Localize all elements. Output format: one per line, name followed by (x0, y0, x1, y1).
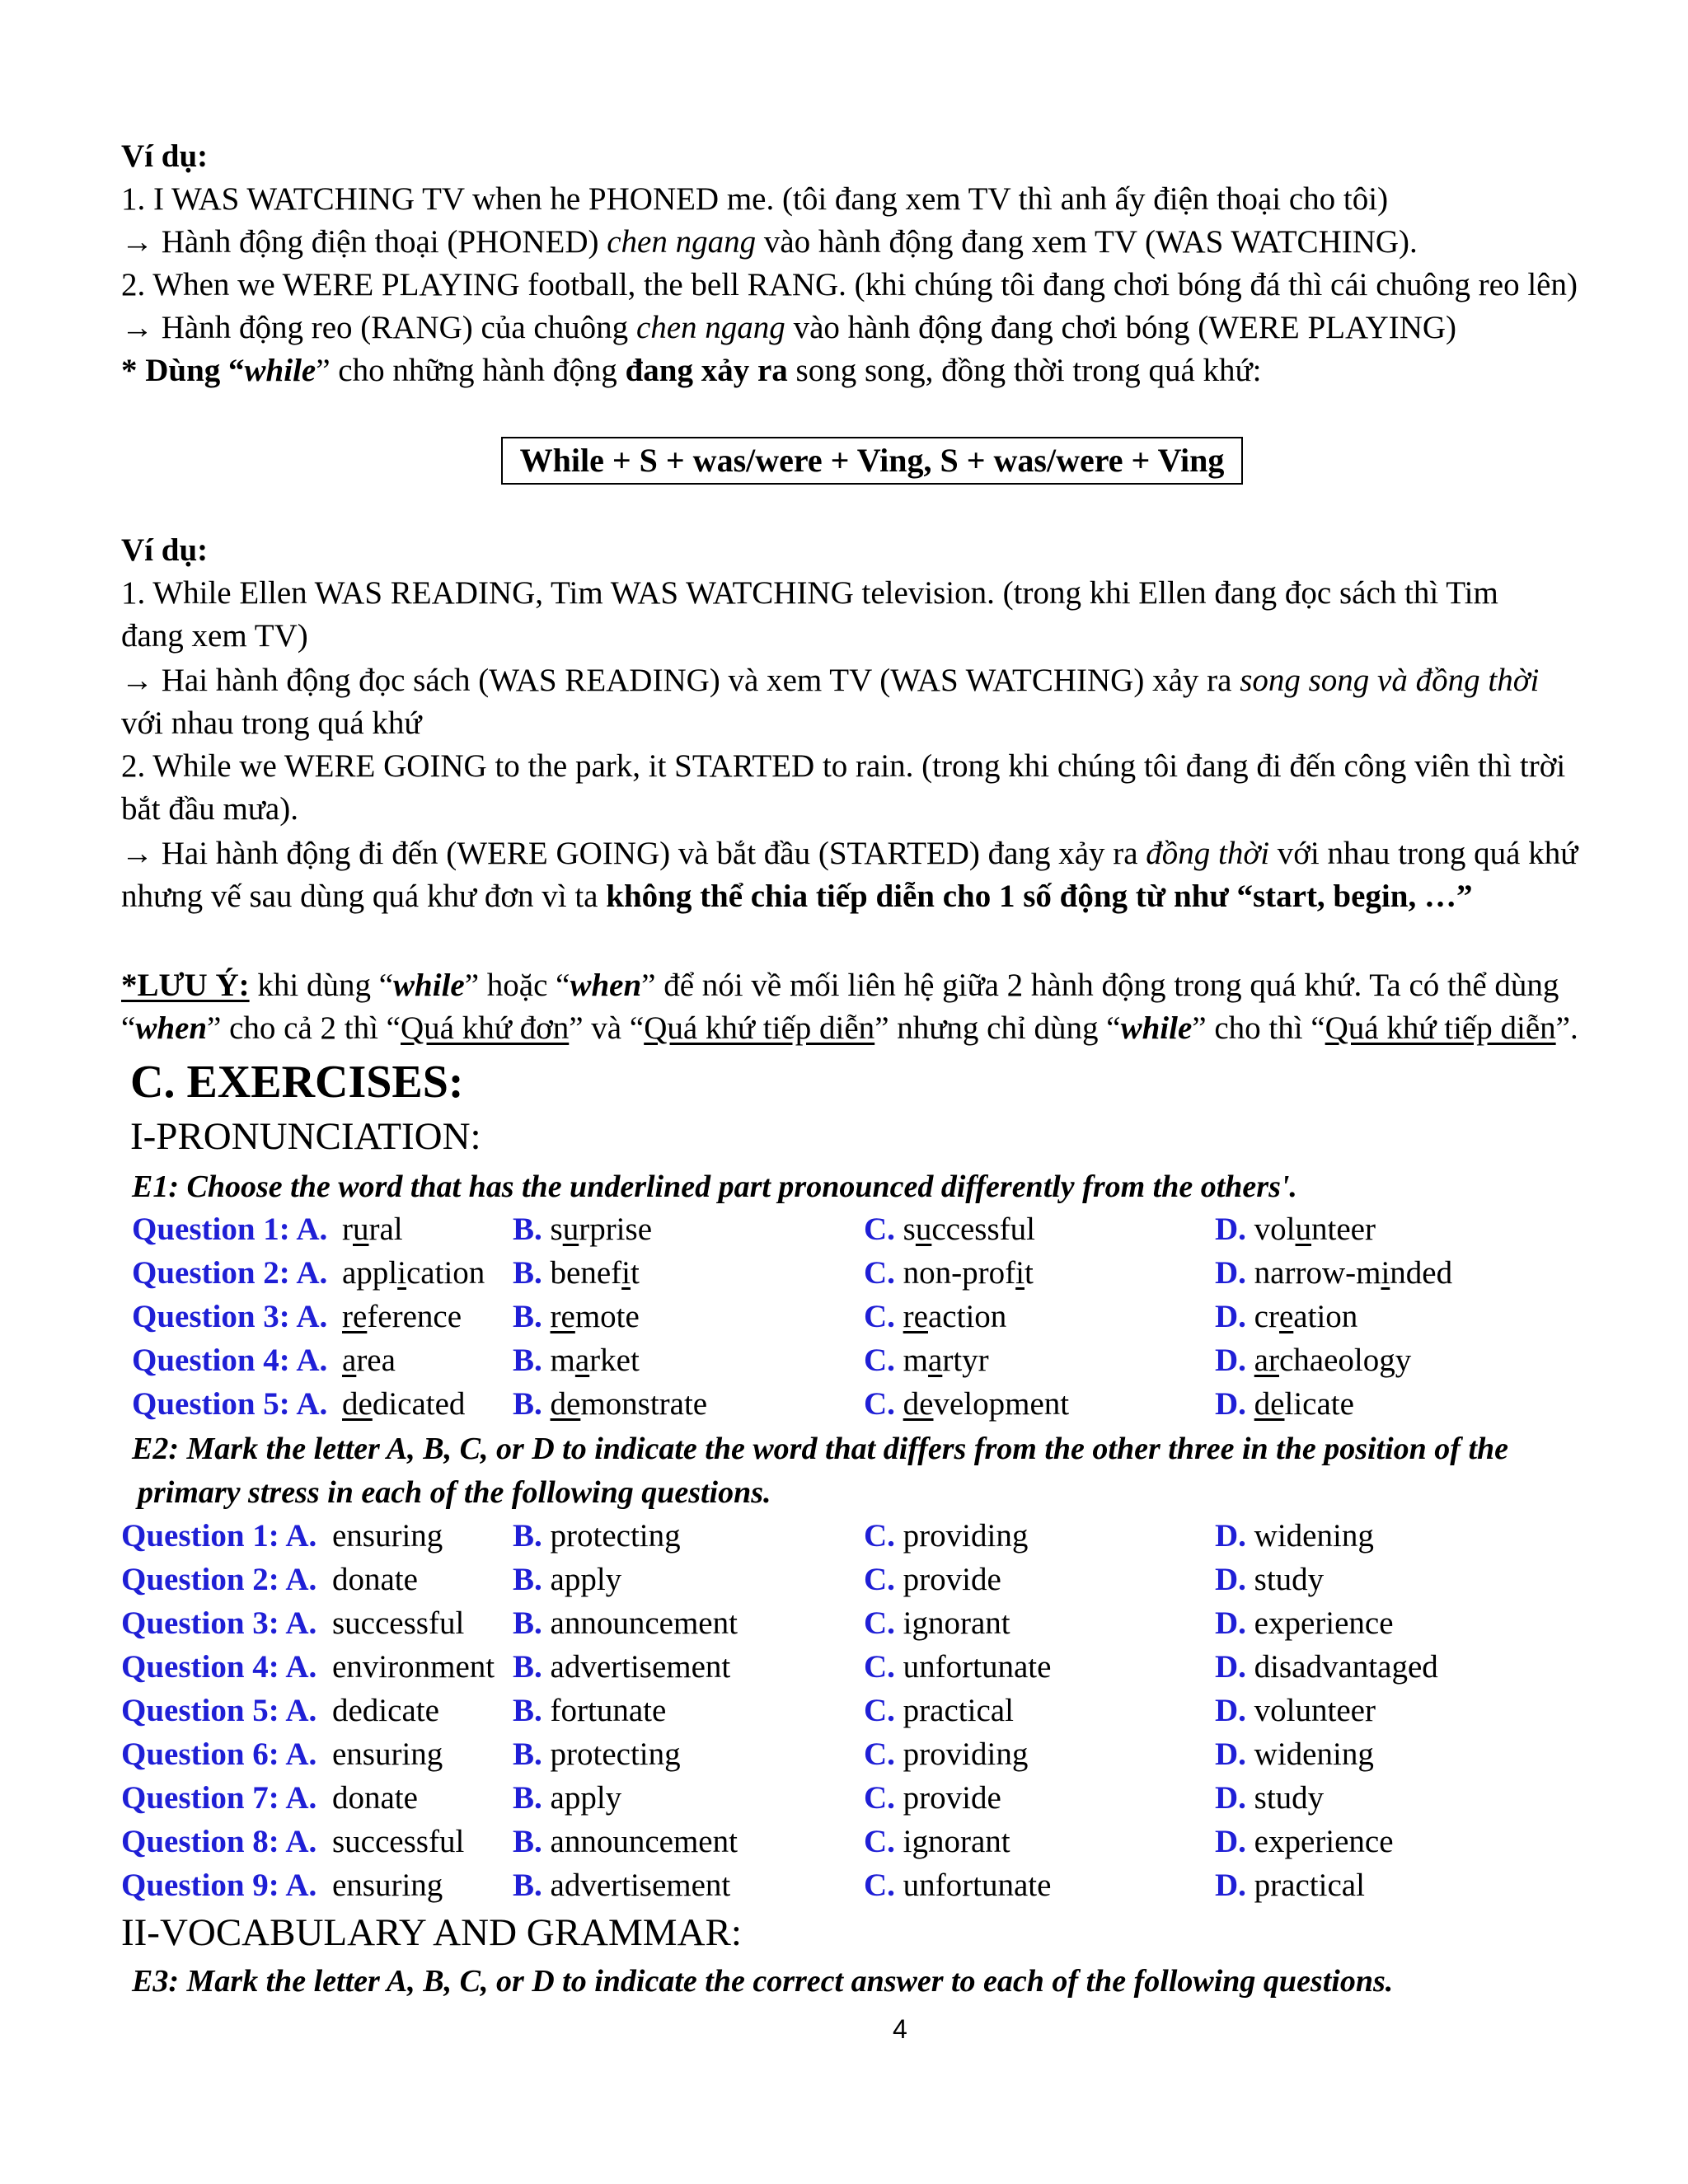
option-b-letter: B. (513, 1386, 542, 1422)
option-b-letter: B. (513, 1736, 542, 1772)
option-a (342, 1208, 403, 1251)
option-d-letter: D. (1215, 1824, 1246, 1859)
option-d (1215, 1821, 1394, 1863)
option-a-word: successful (332, 1605, 465, 1641)
e3-instruction: E3: Mark the letter A, B, C, or D to indicate the correct answer to each of the following questions. (132, 1964, 1394, 1999)
option-d-letter: D. (1215, 1736, 1246, 1772)
underlined-part: a (574, 1343, 590, 1378)
question-label: Question 8: A. (121, 1824, 317, 1859)
option-c-letter: C. (864, 1605, 895, 1641)
option-d (1215, 1515, 1374, 1558)
option-b-word: announcement (550, 1824, 738, 1859)
option-a (332, 1515, 443, 1558)
underlined-part: e (1278, 1299, 1294, 1334)
option-c (864, 1252, 1034, 1295)
option-d (1215, 1602, 1394, 1645)
question-label: Question 5: A. (121, 1693, 317, 1728)
underlined-part: i (397, 1255, 406, 1291)
underlined-part: i (1381, 1255, 1390, 1291)
option-b (513, 1515, 681, 1558)
option-b-letter: B. (513, 1255, 542, 1291)
option-a-word: ensuring (332, 1736, 443, 1772)
option-c-word: providing (903, 1518, 1029, 1554)
option-b-letter: B. (513, 1562, 542, 1597)
option-b-letter: B. (513, 1824, 542, 1859)
option-c (864, 1558, 1001, 1601)
option-c-word: ignorant (903, 1605, 1010, 1641)
option-b-letter: B. (513, 1780, 542, 1816)
underlined-part: de (550, 1386, 581, 1422)
option-b (513, 1558, 621, 1601)
option-d (1215, 1733, 1374, 1776)
option-c-word: non-profit (903, 1255, 1034, 1291)
option-d (1215, 1558, 1324, 1601)
option-c-word: unfortunate (903, 1649, 1052, 1685)
option-d-letter: D. (1215, 1518, 1246, 1554)
underlined-part: de (342, 1386, 373, 1422)
formula-box: While + S + was/were + Ving, S + was/were + Ving (501, 437, 1243, 485)
option-c (864, 1733, 1028, 1776)
option-d-letter: D. (1215, 1562, 1246, 1597)
option-a-word: ensuring (332, 1518, 443, 1554)
underlined-part: u (562, 1212, 579, 1247)
example-label: Ví dụ: (121, 138, 209, 174)
example-3-note-line2: với nhau trong quá khứ (121, 705, 422, 741)
option-d-word: narrow-minded (1254, 1255, 1453, 1291)
option-d (1215, 1383, 1354, 1426)
underlined-part: re (550, 1299, 575, 1334)
option-c-word: development (903, 1386, 1070, 1422)
option-a (332, 1821, 464, 1863)
pronunciation-heading: I-PRONUNCIATION: (130, 1115, 481, 1158)
option-c-word: successful (903, 1212, 1035, 1247)
option-a (332, 1690, 439, 1732)
underlined-part: u (353, 1212, 369, 1247)
option-a (332, 1602, 464, 1645)
question-label: Question 9: A. (121, 1868, 317, 1903)
option-d-letter: D. (1215, 1780, 1246, 1816)
example-2-note: → Hành động reo (RANG) của chuông chen ngang vào hành động đang chơi bóng (WERE PLAYING) (121, 310, 1457, 345)
option-d-word: widening (1254, 1518, 1374, 1554)
underlined-part: u (915, 1212, 932, 1247)
option-b (513, 1296, 640, 1338)
example-1-note: → Hành động điện thoại (PHONED) chen ngang vào hành động đang xem TV (WAS WATCHING). (121, 224, 1418, 260)
option-a (332, 1558, 418, 1601)
option-d-word: practical (1254, 1868, 1365, 1903)
underlined-part: de (903, 1386, 934, 1422)
option-b (513, 1602, 738, 1645)
page-number: 4 (893, 2014, 907, 2044)
option-b (513, 1733, 681, 1776)
question-label: Question 4: A. (132, 1343, 328, 1378)
option-d-letter: D. (1215, 1386, 1246, 1422)
option-b-letter: B. (513, 1649, 542, 1685)
question-label: Question 7: A. (121, 1780, 317, 1816)
option-a (342, 1252, 485, 1295)
option-d (1215, 1252, 1452, 1295)
option-c (864, 1339, 989, 1382)
option-b (513, 1208, 652, 1251)
option-c-letter: C. (864, 1299, 895, 1334)
option-c (864, 1602, 1010, 1645)
option-a-word: donate (332, 1562, 418, 1597)
question-label: Question 1: A. (132, 1212, 328, 1247)
option-b-word: market (550, 1343, 640, 1378)
option-d (1215, 1208, 1376, 1251)
option-d (1215, 1646, 1438, 1689)
option-c-letter: C. (864, 1693, 895, 1728)
option-c-letter: C. (864, 1649, 895, 1685)
option-b-word: remote (550, 1299, 640, 1334)
question-label: Question 4: A. (121, 1649, 317, 1685)
vocabulary-heading: II-VOCABULARY AND GRAMMAR: (121, 1911, 742, 1954)
option-a (332, 1733, 443, 1776)
option-c (864, 1690, 1014, 1732)
option-d-word: study (1254, 1562, 1325, 1597)
option-c-word: reaction (903, 1299, 1007, 1334)
underlined-part: i (1015, 1255, 1025, 1291)
option-c (864, 1864, 1051, 1907)
question-label: Question 2: A. (132, 1255, 328, 1291)
option-b-word: apply (550, 1780, 622, 1816)
underlined-part: i (621, 1255, 631, 1291)
option-d-letter: D. (1215, 1343, 1246, 1378)
option-d-word: experience (1254, 1605, 1394, 1641)
option-c-word: ignorant (903, 1824, 1010, 1859)
option-c (864, 1296, 1006, 1338)
option-d-word: archaeology (1254, 1343, 1412, 1378)
option-a-word: successful (332, 1824, 465, 1859)
example-3-line1: 1. While Ellen WAS READING, Tim WAS WATCHING television. (trong khi Ellen đang đọc sách thì Tim (121, 575, 1498, 611)
question-label: Question 6: A. (121, 1736, 317, 1772)
option-b-word: fortunate (550, 1693, 667, 1728)
option-a (332, 1646, 495, 1689)
underlined-part: de (1254, 1386, 1285, 1422)
option-c-letter: C. (864, 1343, 895, 1378)
e2-instruction-line2: primary stress in each of the following questions. (138, 1475, 771, 1510)
e2-instruction-line1: E2: Mark the letter A, B, C, or D to indicate the word that differs from the other three in the position of the (132, 1432, 1509, 1466)
e1-instruction: E1: Choose the word that has the underlined part pronounced differently from the others'. (132, 1169, 1297, 1204)
option-d (1215, 1339, 1411, 1382)
option-a-word: dedicated (342, 1386, 466, 1422)
option-b-word: apply (550, 1562, 622, 1597)
option-c-word: practical (903, 1693, 1014, 1728)
option-c (864, 1646, 1051, 1689)
option-d-letter: D. (1215, 1605, 1246, 1641)
example-4-note: → Hai hành động đi đến (WERE GOING) và bắt đầu (STARTED) đang xảy ra đồng thời với nhau trong quá khứ (121, 836, 1578, 871)
while-rule: * Dùng “while” cho những hành động đang xảy ra song song, đồng thời trong quá khứ: (121, 353, 1262, 388)
option-c-word: providing (903, 1736, 1029, 1772)
option-a-word: application (342, 1255, 485, 1291)
option-b (513, 1777, 621, 1820)
option-c-letter: C. (864, 1868, 895, 1903)
example-2: 2. When we WERE PLAYING football, the bell RANG. (khi chúng tôi đang chơi bóng đá thì cái chuông reo lên) (121, 267, 1578, 302)
option-d-letter: D. (1215, 1212, 1246, 1247)
option-d-word: volunteer (1254, 1693, 1376, 1728)
option-c-letter: C. (864, 1212, 895, 1247)
option-a-word: dedicate (332, 1693, 439, 1728)
option-a-word: area (342, 1343, 396, 1378)
underlined-part: re (342, 1299, 368, 1334)
option-b-letter: B. (513, 1299, 542, 1334)
option-d-letter: D. (1215, 1299, 1246, 1334)
option-a-word: reference (342, 1299, 462, 1334)
exercises-heading: C. EXERCISES: (130, 1057, 464, 1108)
option-a-word: rural (342, 1212, 403, 1247)
option-c-letter: C. (864, 1386, 895, 1422)
option-a (342, 1296, 462, 1338)
option-b-word: benefit (550, 1255, 640, 1291)
note-line1: *LƯU Ý: khi dùng “while” hoặc “when” để nói về mối liên hệ giữa 2 hành động trong quá khứ. Ta có thể dùng (121, 968, 1559, 1003)
option-b-word: advertisement (550, 1649, 731, 1685)
option-c (864, 1821, 1010, 1863)
option-d-word: widening (1254, 1736, 1374, 1772)
option-c-letter: C. (864, 1780, 895, 1816)
option-c (864, 1515, 1028, 1558)
question-label: Question 3: A. (121, 1605, 317, 1641)
question-label: Question 5: A. (132, 1386, 328, 1422)
option-d-letter: D. (1215, 1255, 1246, 1291)
option-c-letter: C. (864, 1518, 895, 1554)
option-b-letter: B. (513, 1343, 542, 1378)
underlined-part: a (928, 1343, 943, 1378)
option-d-word: volunteer (1254, 1212, 1376, 1247)
question-label: Question 2: A. (121, 1562, 317, 1597)
option-c-letter: C. (864, 1562, 895, 1597)
option-b-word: announcement (550, 1605, 738, 1641)
option-b-letter: B. (513, 1518, 542, 1554)
question-label: Question 3: A. (132, 1299, 328, 1334)
underlined-part: a (342, 1343, 357, 1378)
option-d-letter: D. (1215, 1649, 1246, 1685)
option-b (513, 1821, 738, 1863)
option-c-letter: C. (864, 1824, 895, 1859)
option-a-word: environment (332, 1649, 495, 1685)
option-a-word: ensuring (332, 1868, 443, 1903)
question-label: Question 1: A. (121, 1518, 317, 1554)
option-c (864, 1208, 1035, 1251)
option-b-letter: B. (513, 1693, 542, 1728)
option-c-word: unfortunate (903, 1868, 1052, 1903)
example-1: 1. I WAS WATCHING TV when he PHONED me. (tôi đang xem TV thì anh ấy điện thoại cho tôi) (121, 181, 1389, 217)
option-d-letter: D. (1215, 1693, 1246, 1728)
option-d (1215, 1777, 1324, 1820)
option-c-word: provide (903, 1780, 1001, 1816)
option-a (332, 1864, 443, 1907)
option-b (513, 1252, 640, 1295)
example-label-2: Ví dụ: (121, 532, 209, 568)
option-b (513, 1383, 707, 1426)
option-c (864, 1383, 1069, 1426)
option-b-word: surprise (550, 1212, 653, 1247)
option-b-word: advertisement (550, 1868, 731, 1903)
option-d-word: experience (1254, 1824, 1394, 1859)
option-d-word: creation (1254, 1299, 1358, 1334)
option-d-word: delicate (1254, 1386, 1354, 1422)
option-b (513, 1864, 730, 1907)
underlined-part: ar (1254, 1343, 1279, 1378)
option-d-word: disadvantaged (1254, 1649, 1438, 1685)
option-b (513, 1339, 640, 1382)
option-b (513, 1690, 666, 1732)
option-b-word: protecting (550, 1736, 681, 1772)
option-c-word: martyr (903, 1343, 989, 1378)
example-3-note: → Hai hành động đọc sách (WAS READING) và xem TV (WAS WATCHING) xảy ra song song và đồng thời (121, 663, 1540, 698)
example-4-line1: 2. While we WERE GOING to the park, it STARTED to rain. (trong khi chúng tôi đang đi đến công viên thì trời (121, 748, 1566, 784)
note-line2: “when” cho cả 2 thì “Quá khứ đơn” và “Quá khứ tiếp diễn” nhưng chỉ dùng “while” cho thì “Quá khứ tiếp diễn”. (121, 1010, 1578, 1046)
option-b (513, 1646, 730, 1689)
underlined-part: re (903, 1299, 928, 1334)
option-a-word: donate (332, 1780, 418, 1816)
example-4-line2: bắt đầu mưa). (121, 791, 298, 827)
option-d (1215, 1296, 1357, 1338)
option-d (1215, 1864, 1365, 1907)
option-c-word: provide (903, 1562, 1001, 1597)
option-c-letter: C. (864, 1255, 895, 1291)
option-b-letter: B. (513, 1868, 542, 1903)
option-c (864, 1777, 1001, 1820)
option-a (342, 1339, 396, 1382)
option-a (332, 1777, 418, 1820)
option-a (342, 1383, 465, 1426)
option-b-word: protecting (550, 1518, 681, 1554)
option-b-word: demonstrate (550, 1386, 708, 1422)
underlined-part: u (1295, 1212, 1312, 1247)
option-c-letter: C. (864, 1736, 895, 1772)
option-d (1215, 1690, 1376, 1732)
example-4-note-line2: nhưng vế sau dùng quá khư đơn vì ta không thể chia tiếp diễn cho 1 số động từ như “start, begin, …” (121, 879, 1473, 914)
option-b-letter: B. (513, 1212, 542, 1247)
option-b-letter: B. (513, 1605, 542, 1641)
example-3-line2: đang xem TV) (121, 618, 308, 654)
option-d-word: study (1254, 1780, 1325, 1816)
option-d-letter: D. (1215, 1868, 1246, 1903)
